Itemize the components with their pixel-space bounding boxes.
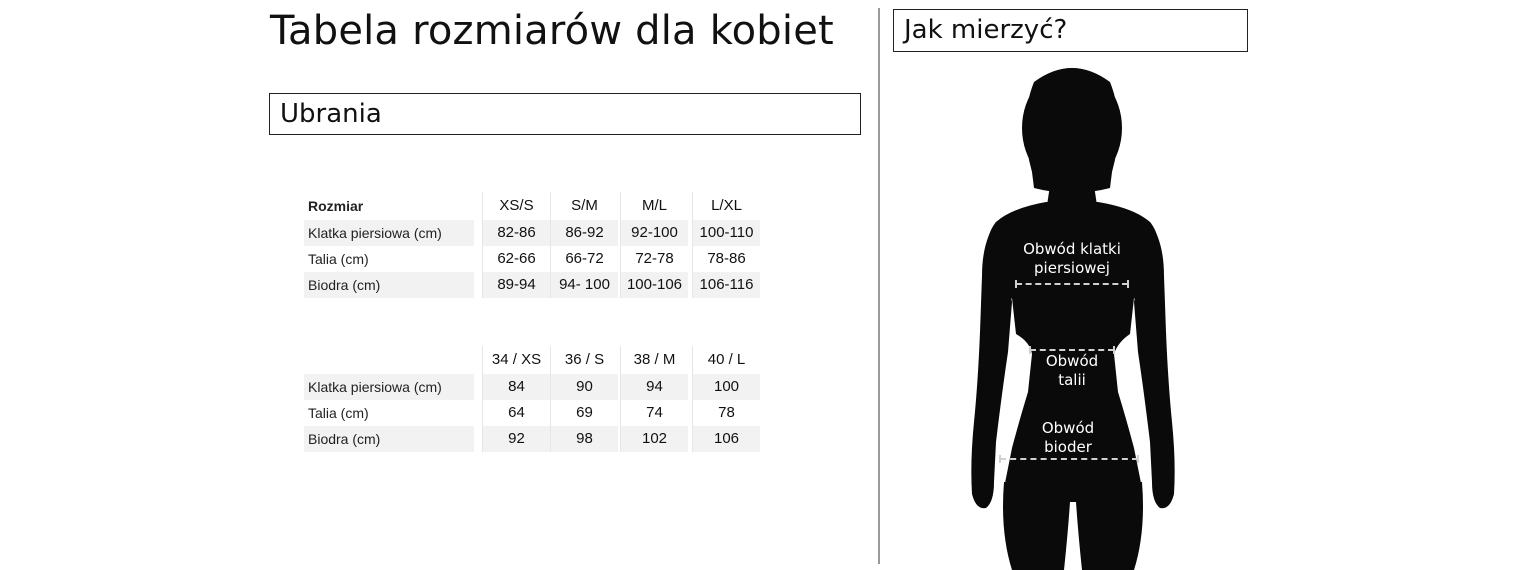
row-label: Talia (cm) xyxy=(308,251,369,267)
table-cell: 102 xyxy=(620,426,688,452)
column-header: S/M xyxy=(550,192,618,220)
table-cell: 84 xyxy=(482,374,550,400)
table-cell: 72-78 xyxy=(620,246,688,272)
table-cell: 100 xyxy=(692,374,760,400)
table-cell: 106-116 xyxy=(692,272,760,298)
table-row xyxy=(304,272,768,298)
hips-measure-label xyxy=(1026,419,1110,457)
column-header: L/XL xyxy=(692,192,760,220)
table-cell: 100-106 xyxy=(620,272,688,298)
table-cell: 78 xyxy=(692,400,760,426)
table-cell: 86-92 xyxy=(550,220,618,246)
table-row xyxy=(304,246,768,272)
table-cell: 64 xyxy=(482,400,550,426)
row-label: Talia (cm) xyxy=(308,405,369,421)
size-table-numeric xyxy=(304,346,768,452)
table-cell: 94 xyxy=(620,374,688,400)
how-to-measure-header: Jak mierzyć? xyxy=(893,9,1248,52)
vertical-divider xyxy=(878,8,880,564)
waist-label-line1: Obwód xyxy=(1045,352,1099,370)
table-header-row xyxy=(304,192,768,220)
chest-label-line1: Obwód klatki xyxy=(1023,240,1121,258)
table-cell: 106 xyxy=(692,426,760,452)
table-header-row xyxy=(304,346,768,374)
table-row xyxy=(304,374,768,400)
table-cell: 98 xyxy=(550,426,618,452)
hips-label-line2: bioder xyxy=(1044,438,1092,456)
table-row xyxy=(304,400,768,426)
column-header: 34 / XS xyxy=(482,346,550,374)
column-header: 38 / M xyxy=(620,346,688,374)
row-label: Klatka piersiowa (cm) xyxy=(304,374,474,400)
table-cell: 74 xyxy=(620,400,688,426)
body-silhouette xyxy=(960,62,1184,570)
silhouette-graphic xyxy=(960,62,1184,570)
chest-measure-line xyxy=(1016,283,1128,285)
table-cell: 78-86 xyxy=(692,246,760,272)
chest-measure-label xyxy=(1010,240,1134,278)
chest-label-line2: piersiowej xyxy=(1034,259,1110,277)
table-cell: 82-86 xyxy=(482,220,550,246)
column-header: XS/S xyxy=(482,192,550,220)
section-header-clothing: Ubrania xyxy=(269,93,861,135)
table-row xyxy=(304,426,768,452)
table-row xyxy=(304,220,768,246)
hips-measure-line xyxy=(1000,458,1138,460)
table-cell: 92 xyxy=(482,426,550,452)
column-header: 36 / S xyxy=(550,346,618,374)
column-header: M/L xyxy=(620,192,688,220)
table-cell: 62-66 xyxy=(482,246,550,272)
table-cell: 100-110 xyxy=(692,220,760,246)
column-header: 40 / L xyxy=(692,346,760,374)
waist-label-line2: talii xyxy=(1058,371,1086,389)
table-cell: 94- 100 xyxy=(550,272,618,298)
table-cell: 92-100 xyxy=(620,220,688,246)
page-title: Tabela rozmiarów dla kobiet xyxy=(270,8,834,54)
row-label: Klatka piersiowa (cm) xyxy=(304,220,474,246)
row-label: Biodra (cm) xyxy=(304,426,474,452)
table-cell: 90 xyxy=(550,374,618,400)
hips-label-line1: Obwód xyxy=(1041,419,1095,437)
header-label: Rozmiar xyxy=(308,198,364,214)
size-table-letter xyxy=(304,192,768,298)
table-cell: 66-72 xyxy=(550,246,618,272)
row-label: Biodra (cm) xyxy=(304,272,474,298)
waist-measure-label xyxy=(1030,352,1114,390)
waist-measure-line xyxy=(1030,349,1114,351)
table-cell: 69 xyxy=(550,400,618,426)
table-cell: 89-94 xyxy=(482,272,550,298)
